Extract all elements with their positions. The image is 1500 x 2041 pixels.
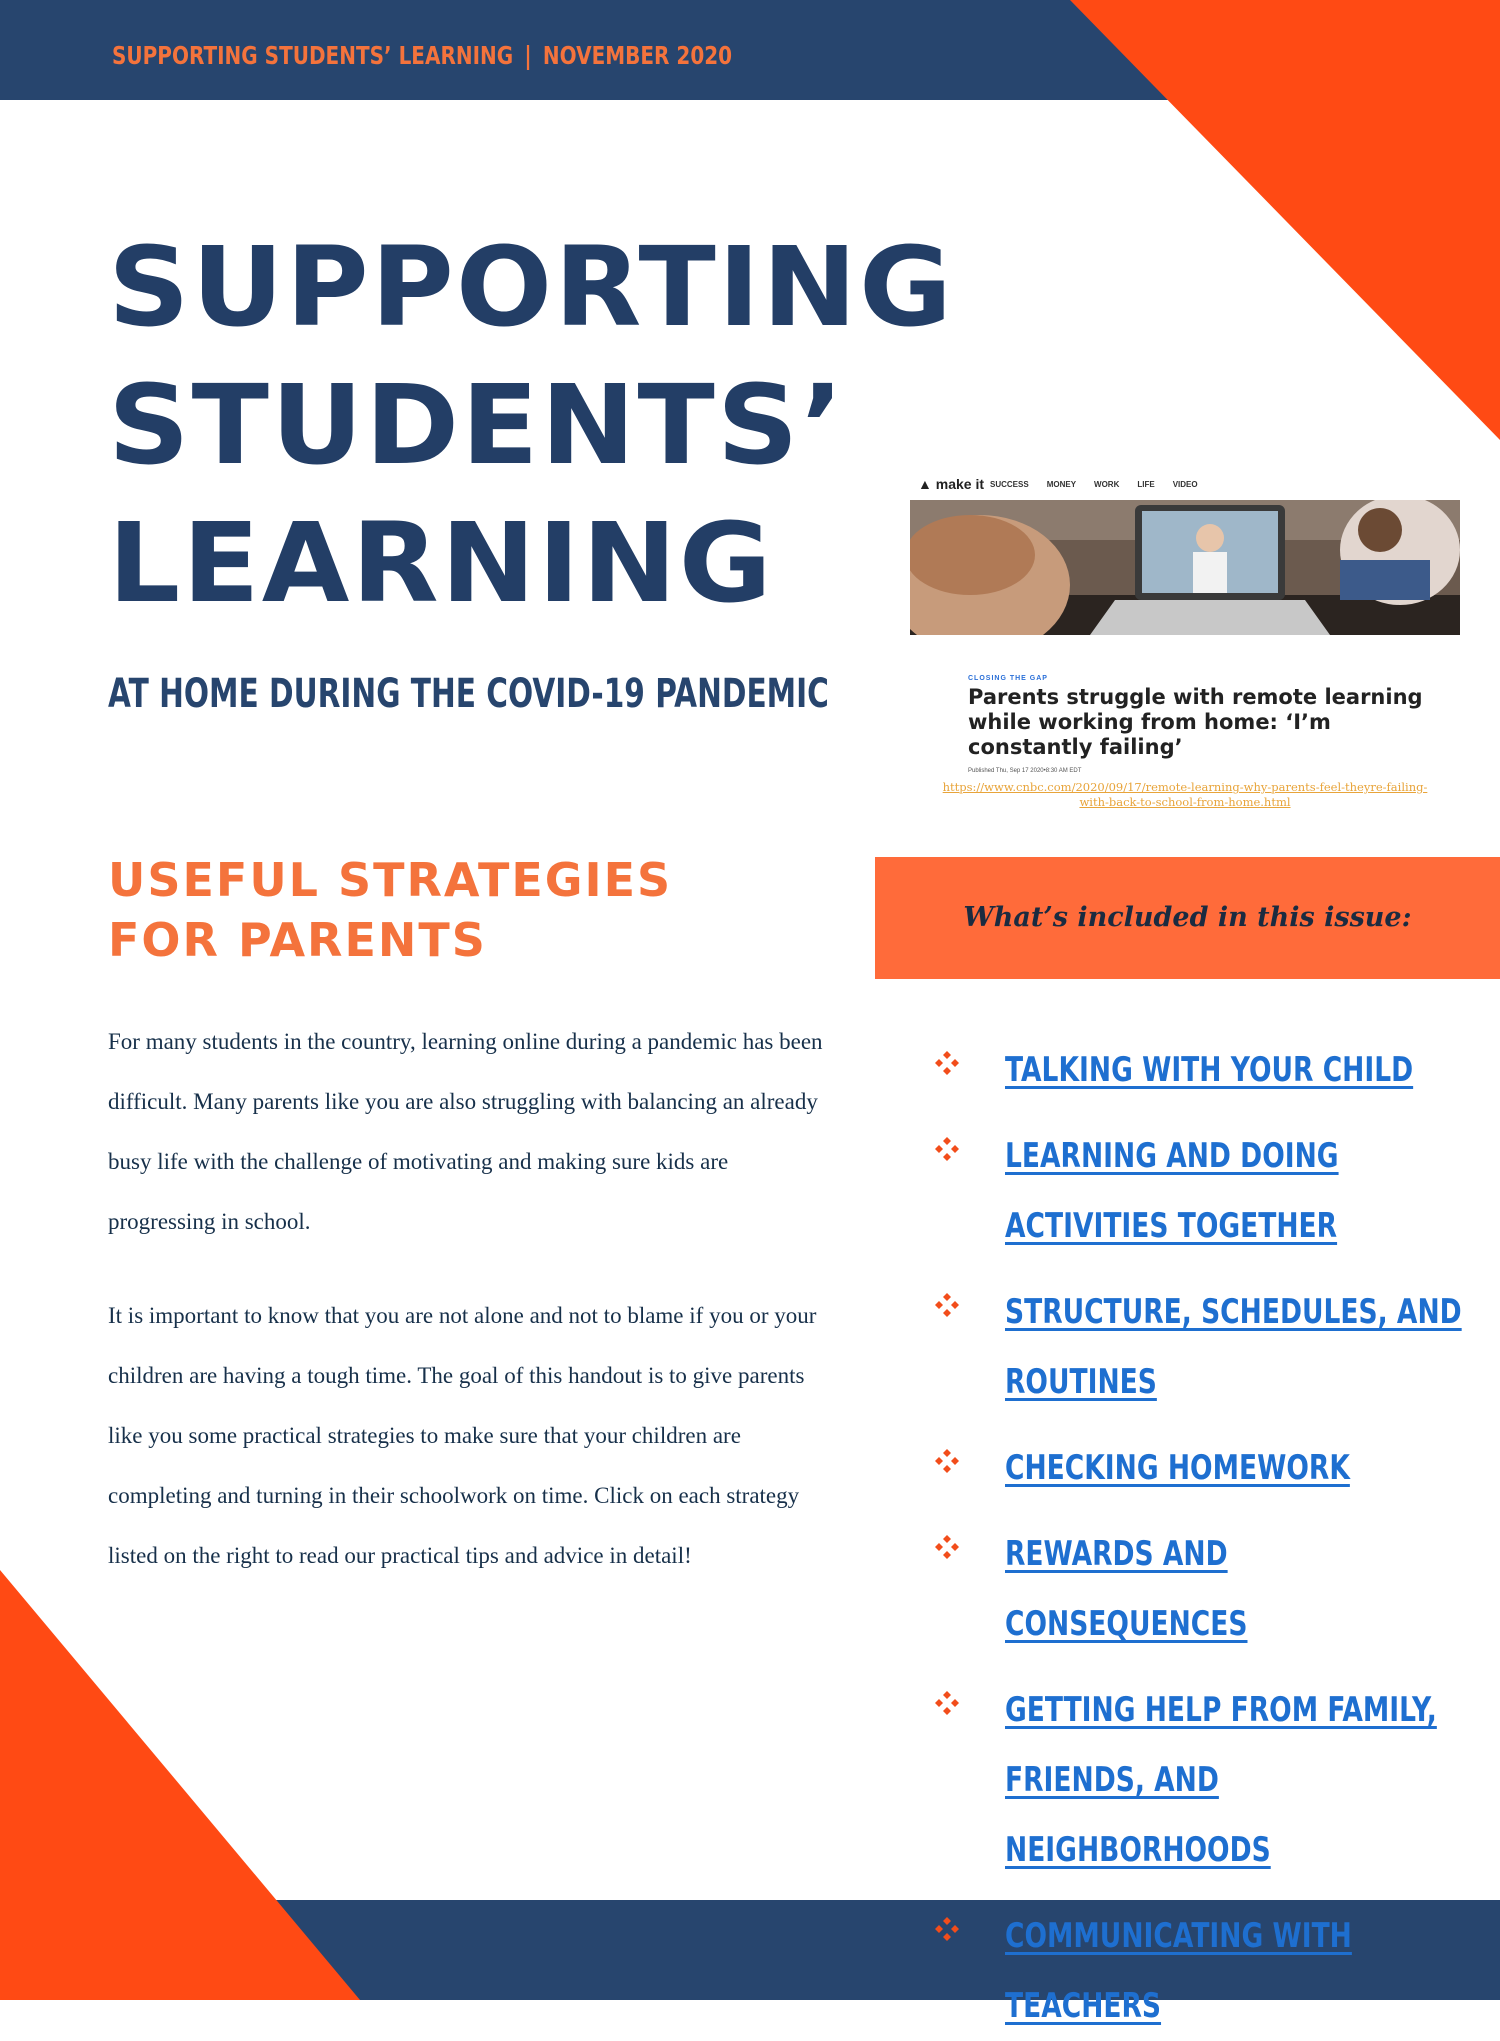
contents-item — [925, 1035, 1485, 1105]
title-line-3: LEARNING — [108, 499, 774, 627]
contents-link-activities[interactable]: LEARNING AND DOING ACTIVITIES TOGETHER — [1005, 1136, 1339, 1246]
article-link[interactable]: https://www.cnbc.com/2020/09/17/remote-learning-why-parents-feel-theyre-failing-with-back-to-school-from-home.html — [942, 780, 1428, 809]
article-nav-item: SUCCESS — [990, 480, 1029, 489]
header-left: SUPPORTING STUDENTS’ LEARNING — [112, 41, 514, 70]
contents-item — [925, 1121, 1485, 1261]
included-label: What’s included in this issue: — [963, 902, 1412, 933]
article-photo — [910, 500, 1460, 635]
article-nav-item: WORK — [1094, 480, 1120, 489]
diamond-bullet-icon — [933, 1533, 961, 1561]
contents-link-rewards[interactable]: REWARDS AND CONSEQUENCES — [1005, 1534, 1248, 1644]
contents-link-structure[interactable]: STRUCTURE, SCHEDULES, AND ROUTINES — [1005, 1292, 1462, 1402]
diamond-bullet-icon — [933, 1915, 961, 1943]
diamond-bullet-icon — [933, 1291, 961, 1319]
header-title — [112, 36, 732, 76]
header-date: NOVEMBER 2020 — [542, 41, 733, 70]
title-line-1: SUPPORTING — [108, 223, 955, 351]
article-headline: Parents struggle with remote learning while working from home: ‘I’m constantly failing’ — [968, 685, 1423, 759]
contents-item — [925, 1433, 1485, 1503]
contents-item — [925, 1675, 1485, 1885]
article-tag: CLOSING THE GAP — [968, 675, 1048, 682]
diamond-bullet-icon — [933, 1447, 961, 1475]
intro-paragraph-1: For many students in the country, learning online during a pandemic has been difficult. Many parents like you are also struggling with balancing an already busy life with the challenge of motivating and making sure kids are progressing in school. — [108, 1029, 823, 1234]
contents-link-help[interactable]: GETTING HELP FROM FAMILY, FRIENDS, AND NEIGHBORHOODS — [1005, 1690, 1437, 1870]
title-line-2: STUDENTS’ — [108, 361, 846, 489]
article-nav-item: VIDEO — [1172, 480, 1198, 489]
article-logo-text: make it — [935, 476, 984, 492]
strategies-heading-line-2: FOR PARENTS — [108, 913, 487, 967]
contents-item — [925, 1901, 1485, 2041]
contents-item — [925, 1277, 1485, 1417]
contents-link-homework[interactable]: CHECKING HOMEWORK — [1005, 1448, 1350, 1488]
strategies-heading-line-1: USEFUL STRATEGIES — [108, 853, 673, 907]
contents-list — [925, 1035, 1485, 2041]
bottom-left-orange-triangle — [0, 1560, 400, 2000]
intro-paragraph-2: It is important to know that you are not alone and not to blame if you or your children are having a tough time. The goal of this handout is to give parents like you some practical strategies to make sure that your children are completing and turning in their schoolwork on time. Click on each strategy listed on the right to read our practical tips and advice in detail! — [108, 1303, 817, 1568]
article-nav-item: MONEY — [1046, 480, 1077, 489]
page-subtitle: AT HOME DURING THE COVID-19 PANDEMIC — [108, 671, 829, 717]
diamond-bullet-icon — [933, 1689, 961, 1717]
header-separator: | — [524, 41, 532, 70]
logo-icon: ▲ — [918, 476, 932, 492]
contents-item — [925, 1519, 1485, 1659]
article-date: Published Thu, Sep 17 2020•8:30 AM EDT — [968, 768, 1082, 774]
page-title — [108, 218, 1035, 632]
article-nav-bar — [910, 470, 1460, 500]
diamond-bullet-icon — [933, 1049, 961, 1077]
contents-link-talking[interactable]: TALKING WITH YOUR CHILD — [1005, 1050, 1414, 1090]
contents-link-teachers[interactable]: COMMUNICATING WITH TEACHERS — [1005, 1916, 1352, 2026]
article-nav-item: LIFE — [1137, 480, 1155, 489]
article-nav-items — [990, 480, 1216, 489]
article-logo — [918, 476, 984, 492]
included-banner — [875, 857, 1500, 979]
strategies-heading — [108, 850, 672, 970]
article-screenshot — [910, 470, 1460, 774]
diamond-bullet-icon — [933, 1135, 961, 1163]
